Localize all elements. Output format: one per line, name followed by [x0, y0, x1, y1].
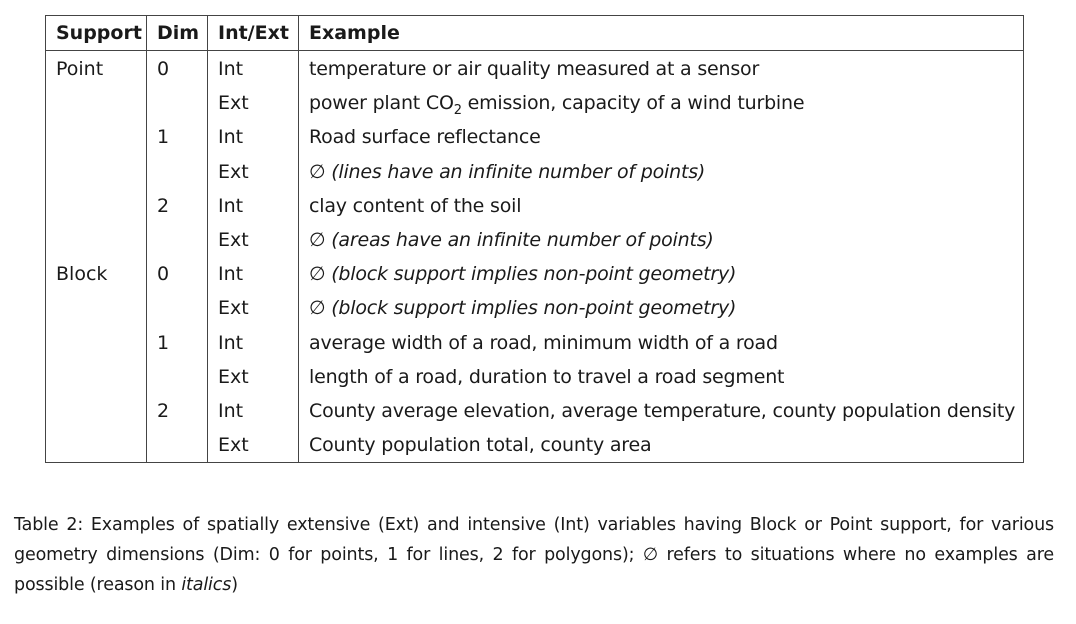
- cell-example: ∅ (areas have an infinite number of points): [299, 223, 1024, 257]
- cell-int-ext: Ext: [208, 223, 299, 257]
- table-row: [46, 223, 1024, 257]
- cell-example: temperature or air quality measured at a sensor: [299, 51, 1024, 87]
- caption-italic-word: italics: [181, 574, 232, 595]
- cell-int-ext: Ext: [208, 428, 299, 463]
- cell-example: ∅ (block support implies non-point geometry): [299, 291, 1024, 325]
- cell-dim: 1: [147, 326, 208, 360]
- cell-dim: [147, 155, 208, 189]
- table-row: [46, 291, 1024, 325]
- caption-text: Table 2: Examples of spatially extensive (Ext) and intensive (Int) variables having Block or Point support, for various geometry dimensions (Dim: 0 for points, 1 for lines, 2 for polygons); ∅ refers to situations where no examples are possible (reason in: [14, 514, 1054, 595]
- cell-dim: 1: [147, 120, 208, 154]
- table-row: [46, 155, 1024, 189]
- cell-example: clay content of the soil: [299, 189, 1024, 223]
- table-row: [46, 360, 1024, 394]
- header-example: Example: [299, 16, 1024, 51]
- cell-example: ∅ (block support implies non-point geometry): [299, 257, 1024, 291]
- cell-example: ∅ (lines have an infinite number of points): [299, 155, 1024, 189]
- table-caption: [14, 510, 1054, 600]
- cell-int-ext: Ext: [208, 86, 299, 120]
- table-row: [46, 189, 1024, 223]
- header-dim: Dim: [147, 16, 208, 51]
- examples-table: [45, 15, 1024, 463]
- cell-support: Point: [46, 51, 147, 87]
- cell-dim: [147, 223, 208, 257]
- cell-example: average width of a road, minimum width of a road: [299, 326, 1024, 360]
- cell-int-ext: Int: [208, 394, 299, 428]
- cell-support: [46, 120, 147, 154]
- cell-example: length of a road, duration to travel a road segment: [299, 360, 1024, 394]
- cell-example: County average elevation, average temperature, county population density: [299, 394, 1024, 428]
- table-row: [46, 120, 1024, 154]
- cell-int-ext: Int: [208, 51, 299, 87]
- table-row: [46, 51, 1024, 87]
- table-body: [46, 51, 1024, 463]
- subscript-2: 2: [453, 103, 462, 119]
- cell-dim: 0: [147, 51, 208, 87]
- cell-int-ext: Int: [208, 120, 299, 154]
- cell-support: [46, 189, 147, 223]
- examples-table-container: [45, 15, 1023, 463]
- header-row: [46, 16, 1024, 51]
- cell-dim: [147, 86, 208, 120]
- header-int-ext: Int/Ext: [208, 16, 299, 51]
- cell-dim: 2: [147, 394, 208, 428]
- cell-example: County population total, county area: [299, 428, 1024, 463]
- cell-int-ext: Ext: [208, 291, 299, 325]
- cell-int-ext: Int: [208, 189, 299, 223]
- cell-int-ext: Int: [208, 257, 299, 291]
- cell-support: [46, 291, 147, 325]
- caption-end: ): [231, 574, 238, 595]
- cell-dim: [147, 291, 208, 325]
- cell-int-ext: Ext: [208, 155, 299, 189]
- cell-dim: 0: [147, 257, 208, 291]
- cell-int-ext: Ext: [208, 360, 299, 394]
- cell-support: [46, 86, 147, 120]
- cell-example: [299, 86, 1024, 120]
- example-text-pre: power plant CO: [309, 92, 454, 115]
- cell-dim: 2: [147, 189, 208, 223]
- header-support: Support: [46, 16, 147, 51]
- cell-dim: [147, 428, 208, 463]
- table-row: [46, 326, 1024, 360]
- table-row: [46, 86, 1024, 120]
- cell-support: [46, 428, 147, 463]
- table-row: [46, 394, 1024, 428]
- table-header: [46, 16, 1024, 51]
- cell-support: [46, 360, 147, 394]
- cell-support: [46, 394, 147, 428]
- table-row: [46, 257, 1024, 291]
- cell-int-ext: Int: [208, 326, 299, 360]
- example-text-post: emission, capacity of a wind turbine: [461, 92, 805, 115]
- cell-support: Block: [46, 257, 147, 291]
- cell-support: [46, 223, 147, 257]
- cell-support: [46, 155, 147, 189]
- cell-example: Road surface reflectance: [299, 120, 1024, 154]
- table-row: [46, 428, 1024, 463]
- cell-support: [46, 326, 147, 360]
- cell-dim: [147, 360, 208, 394]
